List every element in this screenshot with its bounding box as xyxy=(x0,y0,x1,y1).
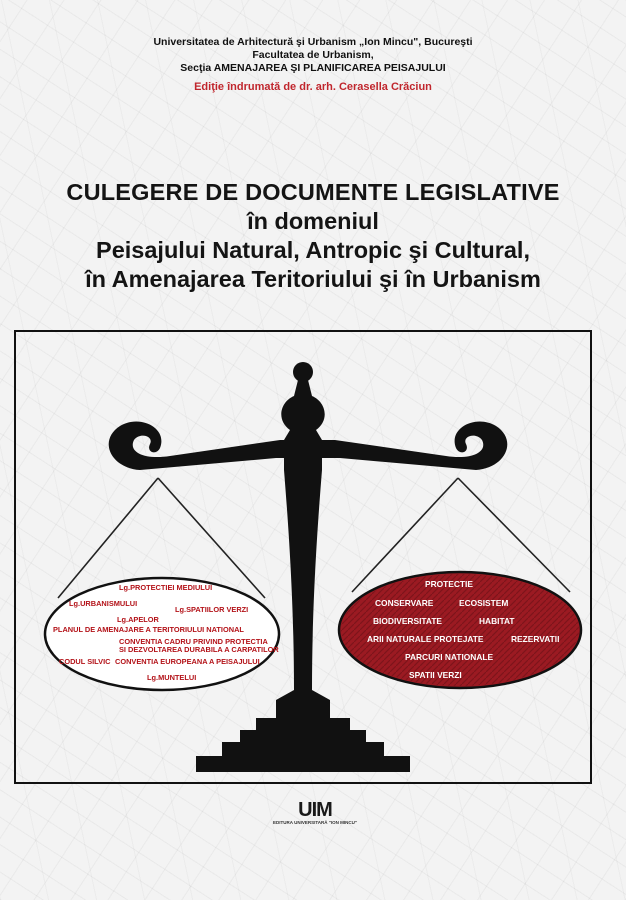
scale-base xyxy=(196,718,410,772)
right-item: HABITAT xyxy=(479,616,515,626)
publisher-name: EDITURA UNIVERSITARĂ "ION MINCU" xyxy=(272,820,358,825)
right-item: BIODIVERSITATE xyxy=(373,616,443,626)
right-item: REZERVATII xyxy=(511,634,560,644)
right-pan-list xyxy=(339,578,579,686)
left-item: PLANUL DE AMENAJARE A TERITORIULUI NATIONAL xyxy=(53,625,244,634)
right-item: PROTECTIE xyxy=(425,579,473,589)
right-item: ECOSISTEM xyxy=(459,598,509,608)
scale-finial xyxy=(293,362,313,382)
left-pan-list xyxy=(47,580,279,688)
right-item: PARCURI NATIONALE xyxy=(405,652,494,662)
right-item: CONSERVARE xyxy=(375,598,434,608)
university-line: Universitatea de Arhitectură şi Urbanism „Ion Mincu", Bucureşti xyxy=(153,36,473,48)
faculty-line: Facultatea de Urbanism, xyxy=(252,49,374,61)
right-item: ARII NATURALE PROTEJATE xyxy=(367,634,484,644)
publisher-logo xyxy=(260,800,370,825)
left-item: CONVENTIA EUROPEANA A PEISAJULUI xyxy=(115,657,260,666)
right-item: SPATII VERZI xyxy=(409,670,462,680)
publisher-mark: UIM xyxy=(298,799,332,821)
left-item: Lg.PROTECTIEI MEDIULUI xyxy=(119,583,213,592)
left-item: SI DEZVOLTAREA DURABILA A CARPATILOR xyxy=(119,645,279,654)
left-item: CONVENTIA CADRU PRIVIND PROTECTIA xyxy=(119,637,268,646)
section-line: Secţia AMENAJAREA ŞI PLANIFICAREA PEISAJULUI xyxy=(180,62,446,74)
editor-line: Ediţie îndrumată de dr. arh. Cerasella Crăciun xyxy=(194,81,432,93)
left-item: Lg.URBANISMULUI xyxy=(69,599,138,608)
left-item: Lg.SPATIILOR VERZI xyxy=(175,605,249,614)
left-item: Lg.MUNTELUI xyxy=(147,673,197,682)
title-line-3: Peisajului Natural, Antropic şi Cultural, xyxy=(96,237,530,263)
title-line-2: în domeniul xyxy=(247,208,379,234)
left-item: CODUL SILVIC xyxy=(59,657,111,666)
title-line-4: în Amenajarea Teritoriului şi în Urbanism xyxy=(85,266,541,292)
title-line-1: CULEGERE DE DOCUMENTE LEGISLATIVE xyxy=(66,179,560,205)
scale-column xyxy=(276,380,330,720)
left-item: Lg.APELOR xyxy=(117,615,159,624)
